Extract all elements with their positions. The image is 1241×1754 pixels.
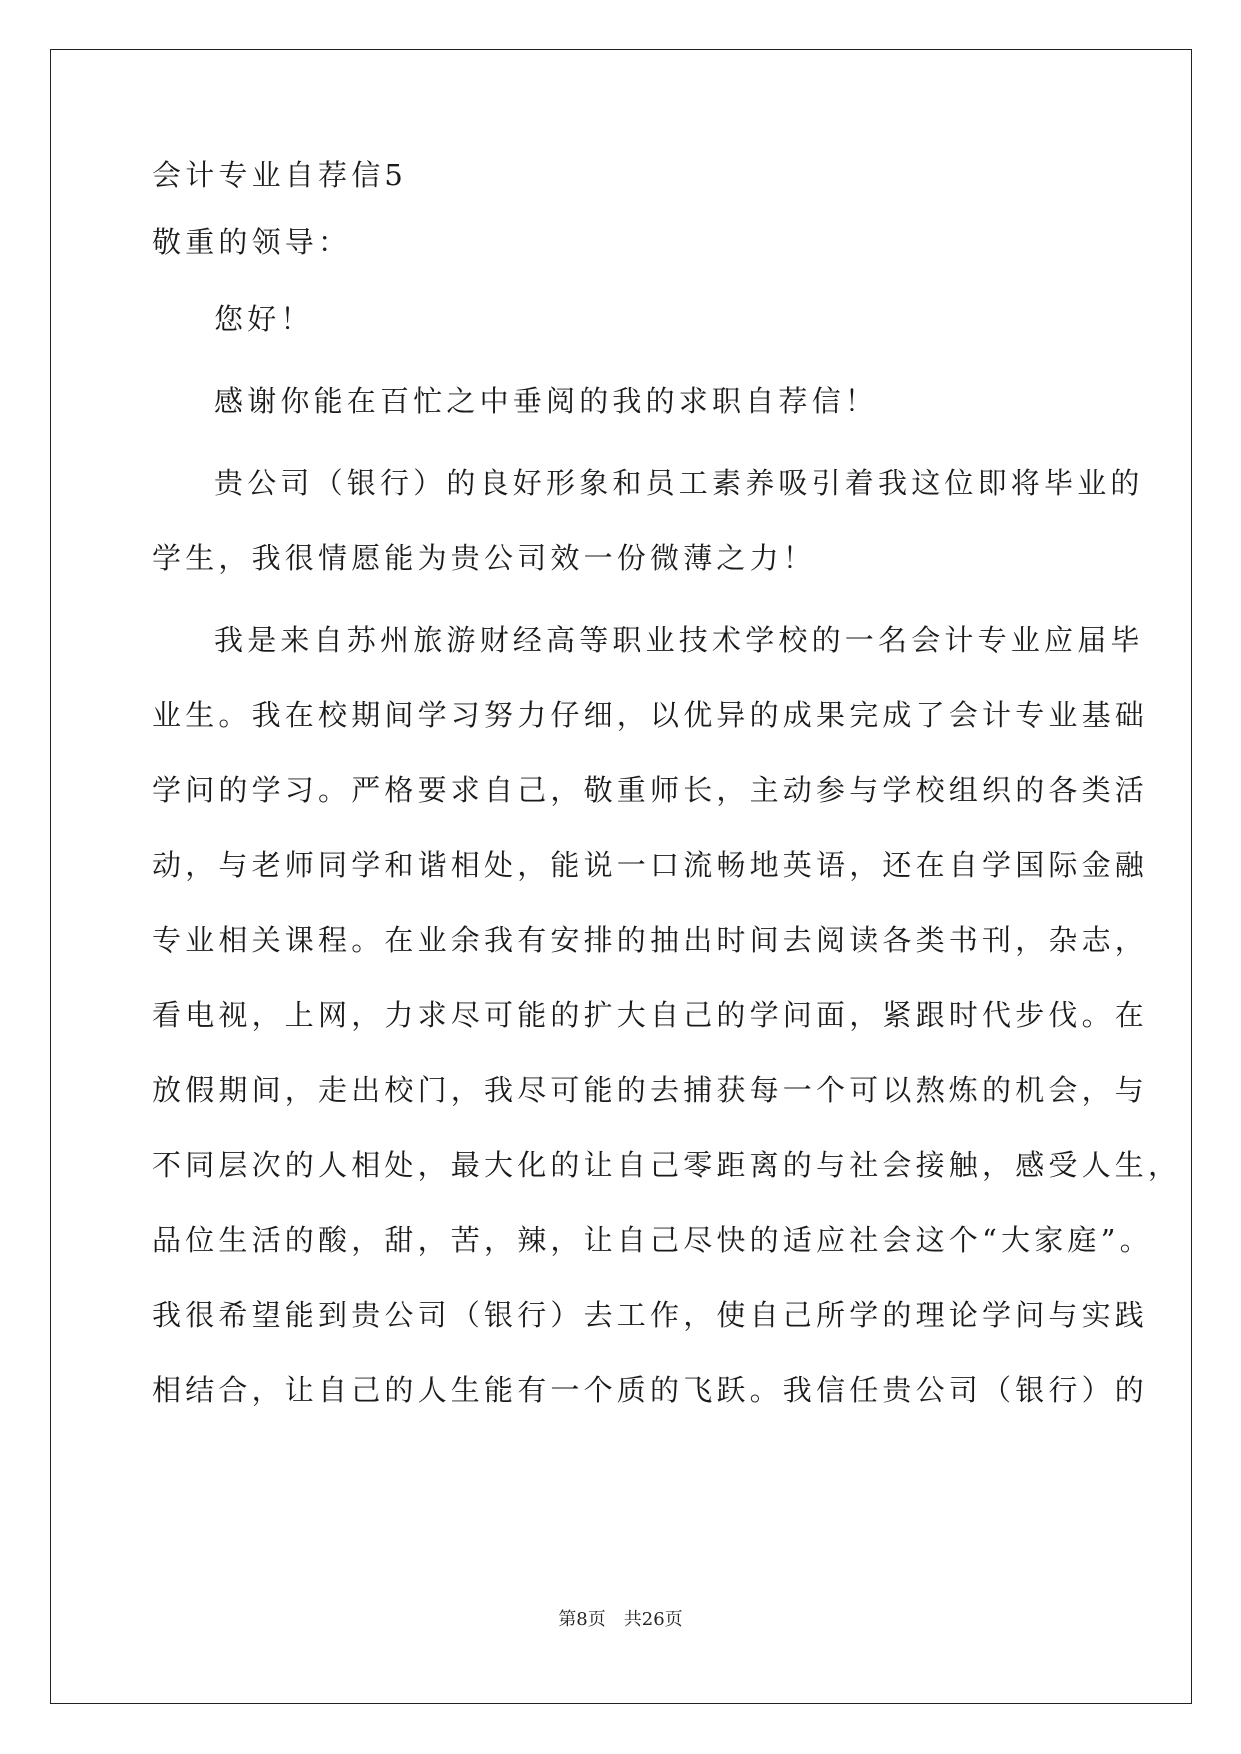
greeting: 您好！	[214, 302, 314, 336]
body-line: 学生，我很情愿能为贵公司效一份微薄之力！	[152, 541, 817, 575]
body-line: 动，与老师同学和谐相处，能说一口流畅地英语，还在自学国际金融	[152, 848, 1149, 882]
body-line: 学问的学习。严格要求自己，敬重师长，主动参与学校组织的各类活	[152, 773, 1149, 807]
salutation: 敬重的领导：	[152, 225, 352, 259]
body-line: 品位生活的酸，甜，苦，辣，让自己尽快的适应社会这个“大家庭”。	[152, 1223, 1153, 1257]
body-line: 相结合，让自己的人生能有一个质的飞跃。我信任贵公司（银行）的	[152, 1373, 1149, 1407]
page-number: 第8页 共26页	[558, 1609, 683, 1630]
body-line: 放假期间，走出校门，我尽可能的去捕获每一个可以熬炼的机会，与	[152, 1073, 1149, 1107]
body-line: 业生。我在校期间学习努力仔细，以优异的成果完成了会计专业基础	[152, 698, 1149, 732]
body-line: 不同层次的人相处，最大化的让自己零距离的与社会接触，感受人生，	[152, 1148, 1182, 1182]
body-line: 感谢你能在百忙之中垂阅的我的求职自荐信！	[214, 384, 879, 418]
letter-title: 会计专业自荐信5	[152, 158, 408, 192]
body-line: 专业相关课程。在业余我有安排的抽出时间去阅读各类书刊，杂志，	[152, 923, 1149, 957]
page-footer	[0, 1609, 1241, 1631]
body-line: 贵公司（银行）的良好形象和员工素养吸引着我这位即将毕业的	[214, 466, 1144, 500]
body-line: 我是来自苏州旅游财经高等职业技术学校的一名会计专业应届毕	[214, 623, 1144, 657]
body-line: 看电视，上网，力求尽可能的扩大自己的学问面，紧跟时代步伐。在	[152, 998, 1149, 1032]
body-line: 我很希望能到贵公司（银行）去工作，使自己所学的理论学问与实践	[152, 1298, 1149, 1332]
